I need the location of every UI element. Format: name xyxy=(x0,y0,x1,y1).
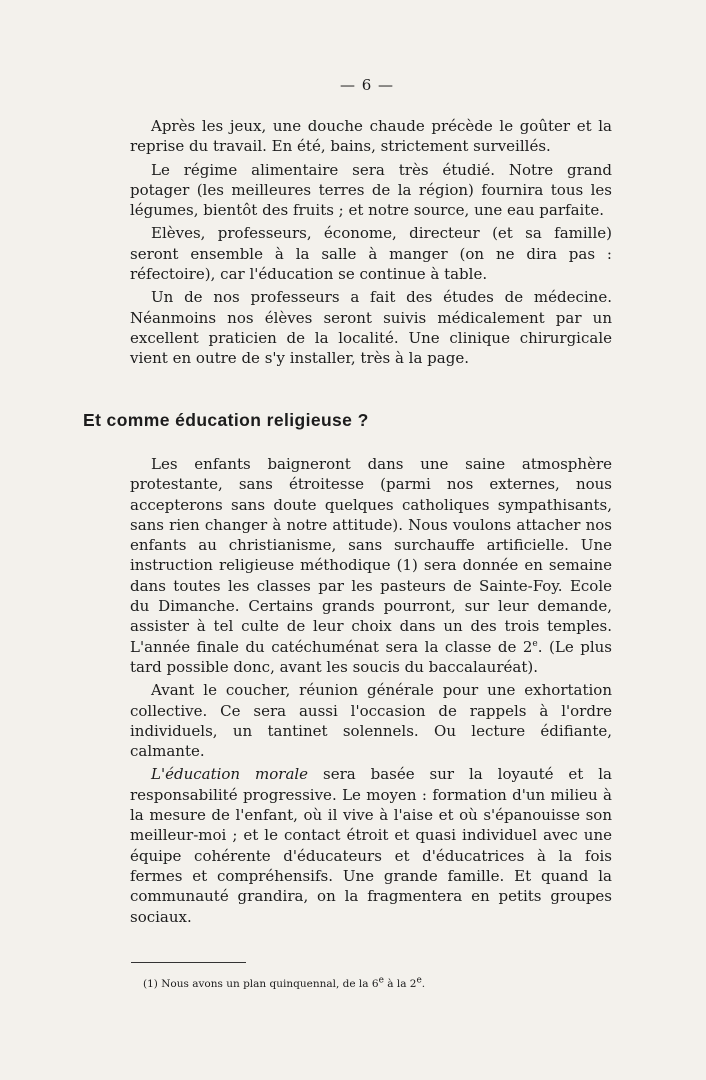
footnote-divider xyxy=(131,962,246,963)
section-heading: Et comme éducation religieuse ? xyxy=(83,410,369,430)
paragraph xyxy=(130,160,612,221)
paragraph-text: Un de nos professeurs a fait des études de médecine. Néanmoins nos élèves seront suivis médicalement par un excellent praticien de la localité. Une clinique chirurgicale vient en outre de s'y installer, très à la page. xyxy=(130,288,612,368)
footnote-text: . xyxy=(421,978,426,990)
superscript: e xyxy=(532,638,538,649)
footnote xyxy=(143,975,426,990)
paragraph-text: Après les jeux, une douche chaude précède le goûter et la reprise du travail. En été, bains, strictement surveillés. xyxy=(130,117,612,156)
paragraph-text: sera donnée en semaine dans toutes les classes par les pasteurs de Sainte-Foy. Ecole du Dimanche. Certains grands pourront, sur leur demande, assister à tel culte de leur choix dans un des trois temples. L'année finale du catéchuménat sera la classe de 2 xyxy=(130,556,612,656)
superscript: e xyxy=(416,975,422,986)
paragraph xyxy=(130,764,612,926)
footnote-text: à la 2 xyxy=(387,978,417,990)
paragraph xyxy=(130,454,612,677)
paragraph-text: Elèves, professeurs, économe, directeur (et sa famille) seront ensemble à la salle à manger (on ne dira pas : réfectoire), car l'éducation se continue à table. xyxy=(130,224,612,284)
paragraph-text: Le régime alimentaire sera très étudié. Notre grand potager (les meilleures terres de la région) fournira tous les légumes, bientôt des fruits ; et notre source, une eau parfaite. xyxy=(130,160,612,220)
footnote-text: Nous avons un plan quinquennal, de la 6 xyxy=(161,978,379,990)
italic-term: L'éducation morale xyxy=(151,765,309,784)
paragraph xyxy=(130,116,612,157)
section-body xyxy=(130,116,612,369)
paragraph-text: sera basée sur la loyauté et la responsabilité progressive. Le moyen : formation d'un milieu à la mesure de l'enfant, où il vive à l'aise et où s'épanouisse son meilleur-moi ; et le contact étroit et quasi individuel avec une équipe cohérente d'éducateurs et d'éducatrices à la fois fermes et compréhensifs. Une grande famille. Et quand la communauté grandira, on la fragmentera en petits groupes sociaux. xyxy=(130,765,612,926)
paragraph xyxy=(130,223,612,284)
paragraph xyxy=(130,680,612,761)
paragraph xyxy=(130,287,612,368)
paragraph-text: . (Le plus tard possible donc, avant les soucis du baccalauréat). xyxy=(130,637,612,676)
paragraph-text: Les enfants baigneront dans une saine atmosphère protestante, sans étroitesse (parmi nos externes, nous accepterons sans doute quelques catholiques sympathisants, sans rien changer à notre attitude). Nous voulons attacher nos enfants au christianisme, sans surchauffe artificielle. Une instruction religieuse méthodique xyxy=(130,455,612,575)
section-body-religion xyxy=(130,454,612,927)
paragraph-text: Avant le coucher, réunion générale pour une exhortation collective. Ce sera aussi l'occasion de rappels à l'ordre individuels, un tantinet solennels. Ou lecture édifiante, calmante. xyxy=(130,681,612,761)
footnote-marker: (1) xyxy=(143,978,158,990)
page-number: — 6 — xyxy=(339,76,395,94)
footnote-ref[interactable]: (1) xyxy=(396,556,418,575)
superscript: e xyxy=(378,975,384,986)
